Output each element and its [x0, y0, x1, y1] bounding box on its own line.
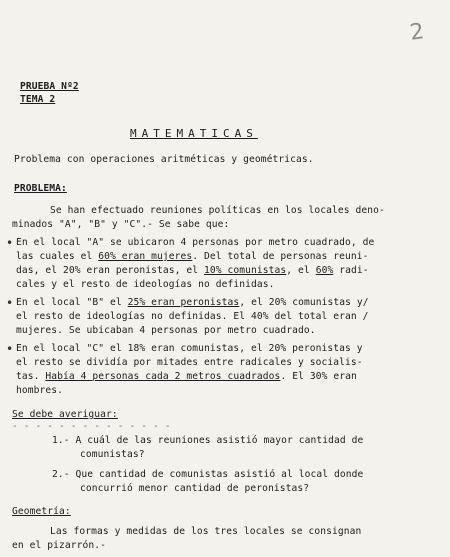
local-c-line-3-post: . El 30% eran [280, 371, 357, 382]
geometria-heading: Geometría: [12, 506, 71, 517]
intro-line-2: minados "A", "B" y "C".- Se sabe que: [12, 219, 230, 230]
local-a-underline-mujeres: 60% eran mujeres [98, 251, 193, 262]
local-b-line-2: el resto de ideologías no definidas. El 40% del total eran / [16, 311, 369, 322]
bullet-b: • [6, 296, 14, 310]
question-1-line-2: comunistas? [80, 449, 145, 460]
local-a-line-1: En el local "A" se ubicaron 4 personas por metro cuadrado, de [16, 237, 375, 248]
local-c-line-1: En el local "C" el 18% eran comunistas, el 20% peronistas y [16, 343, 363, 354]
local-a-line-3-mid: , el [286, 265, 316, 276]
bullet-c: • [6, 342, 14, 356]
local-c-line-4: hombres. [16, 385, 64, 396]
local-b-line-1 [16, 297, 369, 309]
local-a-line-3-pre: das, el 20% eran peronistas, el [16, 265, 205, 276]
local-c-line-3-pre: tas. [16, 371, 46, 382]
local-c-underline-personas: Había 4 personas cada 2 metros cuadrados [45, 371, 281, 382]
local-a-underline-comunistas: 10% comunistas [204, 265, 287, 276]
intro-line-1: Se han efectuado reuniones políticas en los locales deno- [50, 205, 385, 216]
local-b-underline-peronistas: 25% eran peronistas [127, 297, 240, 308]
local-c-line-3 [16, 371, 357, 383]
prueba-label: PRUEBA Nº2 [20, 81, 79, 92]
geometria-line-1: Las formas y medidas de los tres locales se consignan [50, 526, 362, 537]
averiguar-dashed-rule: - - - - - - - - - - - - - - [12, 421, 171, 432]
geometria-line-2: en el pizarrón.- [12, 540, 107, 551]
question-1-line-1: 1.- A cuál de las reuniones asistió mayor cantidad de [52, 435, 364, 446]
question-2-line-1: 2.- Que cantidad de comunistas asistió al local donde [52, 469, 364, 480]
local-b-line-1-pre: En el local "B" el [16, 297, 128, 308]
problema-heading: PROBLEMA: [14, 183, 67, 194]
local-a-line-3-post: radi- [333, 265, 369, 276]
bullet-a: • [6, 236, 14, 250]
local-a-line-2 [16, 251, 369, 263]
averiguar-heading: Se debe averiguar: [12, 409, 118, 420]
subtitle: Problema con operaciones aritméticas y geométricas. [14, 154, 314, 165]
local-a-line-2-post: . Del total de personas reuni- [192, 251, 369, 262]
local-a-line-3 [16, 265, 369, 277]
local-a-underline-radicales: 60% [315, 265, 334, 276]
corner-mark: 2 [408, 19, 426, 46]
tema-label: TEMA 2 [20, 94, 56, 105]
local-a-line-2-pre: las cuales el [16, 251, 99, 262]
page-title: MATEMATICAS [130, 127, 258, 140]
local-c-line-2: el resto se dividía por mitades entre radicales y socialis- [16, 357, 363, 368]
question-2-line-2: concurrió menor cantidad de peronistas? [80, 483, 310, 494]
local-a-line-4: cales y el resto de ideologías no definidas. [16, 279, 275, 290]
local-b-line-3: mujeres. Se ubicaban 4 personas por metro cuadrado. [16, 325, 316, 336]
local-b-line-1-post: , el 20% comunistas y/ [239, 297, 369, 308]
